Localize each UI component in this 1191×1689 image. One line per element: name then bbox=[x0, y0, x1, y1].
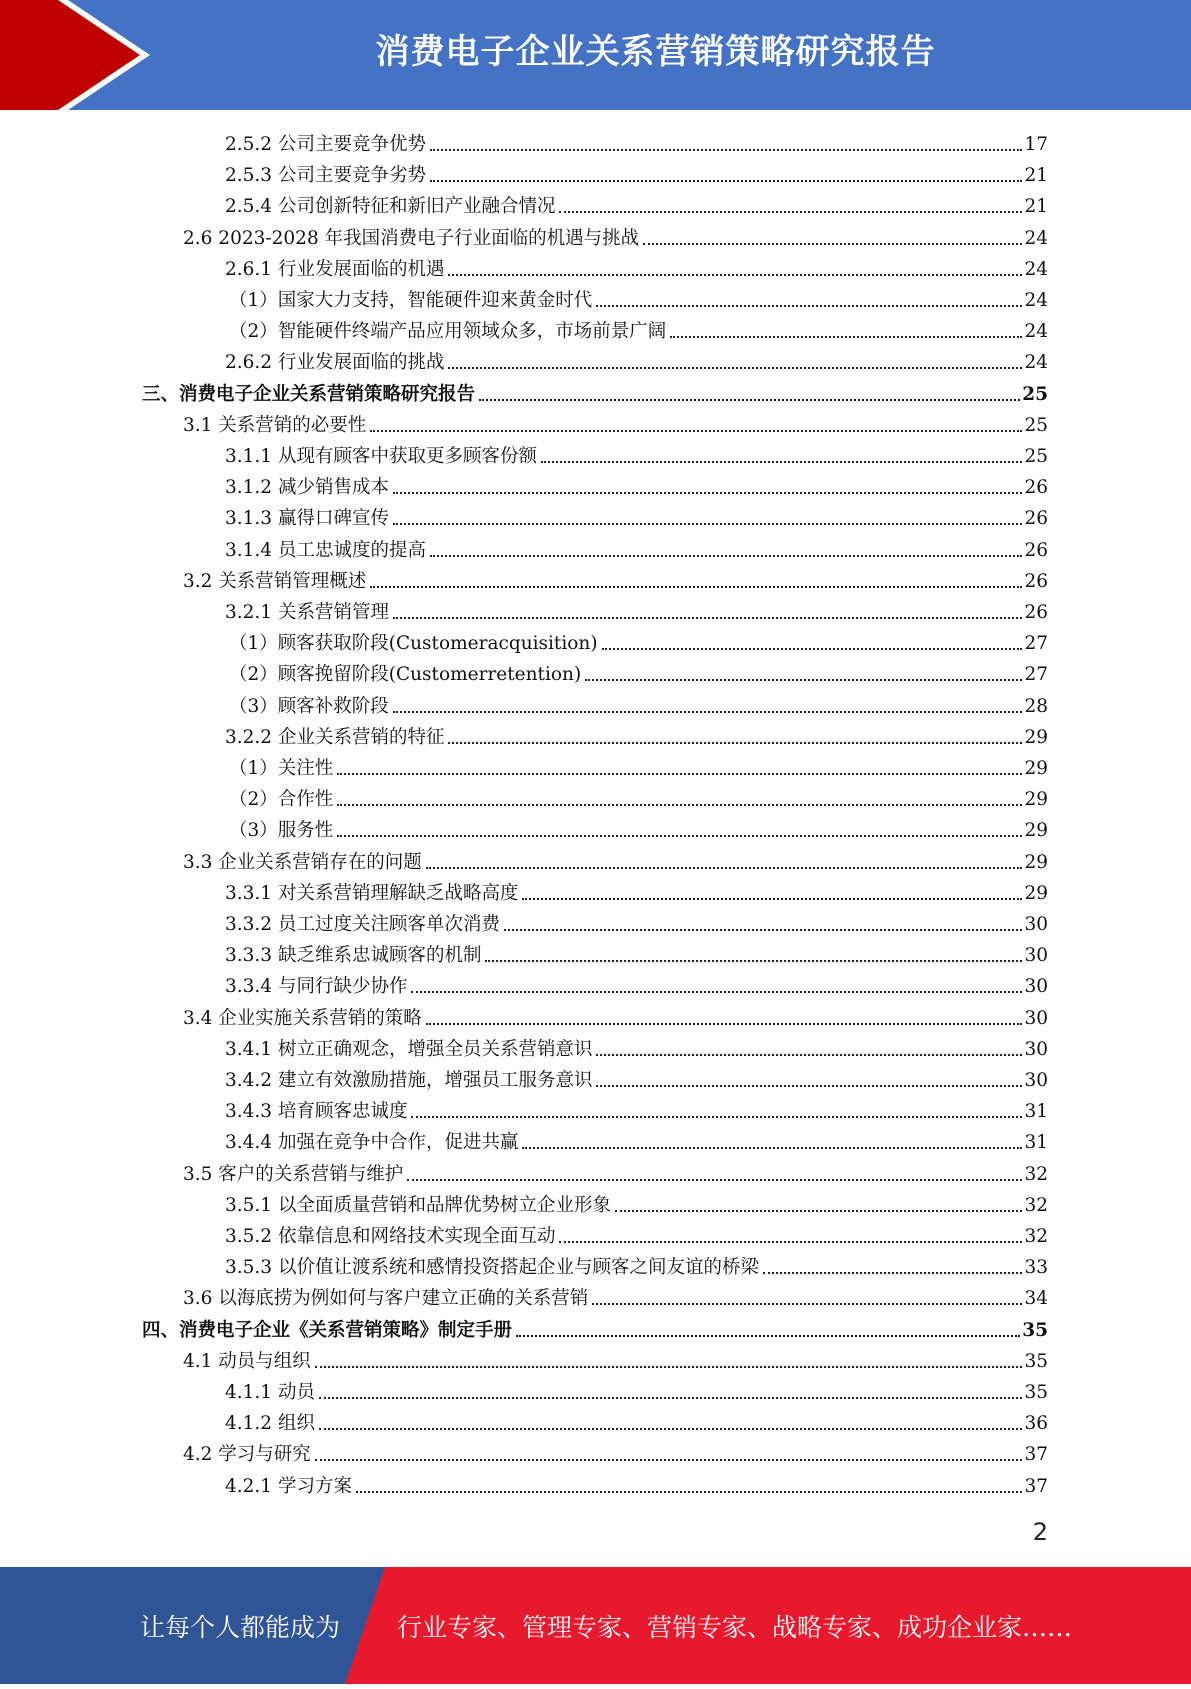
toc-entry-label: 3.2.2 企业关系营销的特征 bbox=[225, 727, 445, 748]
toc-entry-page: 27 bbox=[1024, 664, 1048, 685]
toc-entry-label: 4.1.1 动员 bbox=[225, 1382, 315, 1403]
toc-entry[interactable] bbox=[183, 1280, 1048, 1311]
toc-entry-page: 30 bbox=[1024, 1070, 1048, 1091]
toc-entry-page: 36 bbox=[1024, 1413, 1048, 1434]
dot-leader bbox=[356, 1491, 1023, 1493]
toc-entry-label: 3.3.4 与同行缺少协作 bbox=[225, 976, 408, 997]
dot-leader bbox=[485, 960, 1022, 962]
toc-entry-page: 24 bbox=[1024, 352, 1048, 373]
toc-entry-page: 29 bbox=[1024, 789, 1048, 810]
toc-entry-page: 24 bbox=[1024, 290, 1048, 311]
dot-leader bbox=[643, 243, 1022, 245]
dot-leader bbox=[337, 835, 1022, 837]
toc-entry-page: 32 bbox=[1024, 1226, 1048, 1247]
toc-entry-label: 2.6 2023-2028 年我国消费电子行业面临的机遇与挑战 bbox=[183, 228, 640, 249]
dot-leader bbox=[763, 1272, 1022, 1274]
dot-leader bbox=[430, 180, 1022, 182]
toc-entry-page: 29 bbox=[1024, 758, 1048, 779]
page-number: 2 bbox=[1032, 1518, 1048, 1546]
dot-leader bbox=[370, 430, 1022, 432]
toc-entry[interactable] bbox=[225, 1468, 1048, 1499]
toc-entry-label: 3.5.2 依靠信息和网络技术实现全面互动 bbox=[225, 1226, 556, 1247]
toc-entry-page: 30 bbox=[1024, 976, 1048, 997]
toc-entry[interactable] bbox=[225, 1249, 1048, 1280]
dot-leader bbox=[479, 399, 1020, 401]
page-footer bbox=[0, 1567, 1191, 1684]
dot-leader bbox=[602, 648, 1023, 650]
dot-leader bbox=[448, 367, 1022, 369]
footer-slogan-right: 行业专家、管理专家、营销专家、战略专家、成功企业家…… bbox=[397, 1613, 1073, 1642]
footer-slogan-left: 让每个人都能成为 bbox=[140, 1613, 341, 1642]
toc-entry-label: 3.3.2 员工过度关注顾客单次消费 bbox=[225, 914, 500, 935]
toc-entry-label: （2）合作性 bbox=[229, 789, 334, 810]
dot-leader bbox=[522, 1147, 1022, 1149]
toc-entry[interactable] bbox=[225, 532, 1048, 563]
dot-leader bbox=[504, 929, 1022, 931]
dot-leader bbox=[411, 1116, 1022, 1118]
toc-entry-label: （1）顾客获取阶段(Customeracquisition) bbox=[229, 633, 598, 654]
toc-entry-page: 26 bbox=[1024, 571, 1048, 592]
dot-leader bbox=[541, 461, 1022, 463]
toc-entry[interactable] bbox=[142, 376, 1048, 407]
dot-leader bbox=[430, 555, 1022, 557]
toc-entry-page: 32 bbox=[1024, 1195, 1048, 1216]
toc-entry[interactable] bbox=[225, 906, 1048, 937]
toc-entry[interactable] bbox=[183, 563, 1048, 594]
toc-entry-label: 3.4.2 建立有效激励措施，增强员工服务意识 bbox=[225, 1070, 593, 1091]
toc-entry-label: 3.1.4 员工忠诚度的提高 bbox=[225, 540, 426, 561]
toc-entry-label: 3.3.3 缺乏维系忠诚顾客的机制 bbox=[225, 945, 482, 966]
toc-entry-label: 3.4.1 树立正确观念，增强全员关系营销意识 bbox=[225, 1039, 593, 1060]
toc-entry-page: 29 bbox=[1024, 883, 1048, 904]
toc-entry-label: 3.2.1 关系营销管理 bbox=[225, 602, 389, 623]
toc-entry[interactable] bbox=[229, 282, 1048, 313]
chevron-arrow-icon bbox=[0, 0, 150, 110]
toc-entry-page: 27 bbox=[1024, 633, 1048, 654]
dot-leader bbox=[426, 867, 1023, 869]
toc-entry-page: 35 bbox=[1024, 1351, 1048, 1372]
dot-leader bbox=[522, 898, 1022, 900]
toc-entry-label: 3.2 关系营销管理概述 bbox=[183, 571, 367, 592]
toc-entry[interactable] bbox=[225, 469, 1048, 500]
toc-entry[interactable] bbox=[229, 656, 1048, 687]
toc-entry[interactable] bbox=[225, 438, 1048, 469]
toc-entry-page: 29 bbox=[1024, 727, 1048, 748]
dot-leader bbox=[615, 1210, 1022, 1212]
toc-entry-page: 24 bbox=[1024, 259, 1048, 280]
toc-entry-page: 35 bbox=[1024, 1382, 1048, 1403]
dot-leader bbox=[559, 1241, 1022, 1243]
toc-entry-page: 21 bbox=[1024, 165, 1048, 186]
toc-entry-label: 4.1.2 组织 bbox=[225, 1413, 315, 1434]
toc-entry[interactable] bbox=[225, 968, 1048, 999]
toc-entry[interactable] bbox=[225, 937, 1048, 968]
toc-entry-page: 30 bbox=[1024, 1008, 1048, 1029]
toc-entry[interactable] bbox=[225, 1374, 1048, 1405]
toc-entry[interactable] bbox=[229, 750, 1048, 781]
dot-leader bbox=[393, 711, 1023, 713]
toc-entry-label: 4.2.1 学习方案 bbox=[225, 1476, 352, 1497]
toc-entry-page: 33 bbox=[1024, 1257, 1048, 1278]
toc-entry[interactable] bbox=[229, 688, 1048, 719]
dot-leader bbox=[448, 742, 1022, 744]
dot-leader bbox=[393, 492, 1022, 494]
toc-entry[interactable] bbox=[225, 1187, 1048, 1218]
toc-entry-label: 3.1.3 赢得口碑宣传 bbox=[225, 508, 389, 529]
toc-entry[interactable] bbox=[225, 500, 1048, 531]
toc-entry-label: 3.4 企业实施关系营销的策略 bbox=[183, 1008, 422, 1029]
toc-entry[interactable] bbox=[183, 1156, 1048, 1187]
dot-leader bbox=[337, 773, 1022, 775]
toc-entry-label: 2.6.1 行业发展面临的机遇 bbox=[225, 259, 445, 280]
toc-entry-page: 31 bbox=[1024, 1101, 1048, 1122]
toc-entry-page: 30 bbox=[1024, 914, 1048, 935]
dot-leader bbox=[516, 1335, 1020, 1337]
toc-entry[interactable] bbox=[183, 407, 1048, 438]
dot-leader bbox=[407, 1179, 1022, 1181]
toc-entry-label: 2.6.2 行业发展面临的挑战 bbox=[225, 352, 445, 373]
toc-entry-label: 3.5 客户的关系营销与维护 bbox=[183, 1164, 404, 1185]
toc-entry[interactable] bbox=[225, 594, 1048, 625]
toc-entry[interactable] bbox=[225, 188, 1048, 219]
toc-entry-label: 3.5.1 以全面质量营销和品牌优势树立企业形象 bbox=[225, 1195, 611, 1216]
toc-entry-page: 34 bbox=[1024, 1288, 1048, 1309]
toc-entry-page: 32 bbox=[1024, 1164, 1048, 1185]
toc-entry[interactable] bbox=[183, 1343, 1048, 1374]
toc-entry[interactable] bbox=[183, 220, 1048, 251]
toc-entry-label: 3.1 关系营销的必要性 bbox=[183, 415, 367, 436]
toc-entry[interactable] bbox=[225, 126, 1048, 157]
toc-entry[interactable] bbox=[225, 251, 1048, 282]
toc-entry-label: （3）服务性 bbox=[229, 820, 334, 841]
toc-entry-page: 25 bbox=[1024, 415, 1048, 436]
toc-entry[interactable] bbox=[225, 1124, 1048, 1155]
toc-entry-page: 17 bbox=[1024, 134, 1048, 155]
dot-leader bbox=[430, 149, 1022, 151]
toc-entry-page: 28 bbox=[1024, 696, 1048, 717]
dot-leader bbox=[319, 1397, 1023, 1399]
toc-entry-label: 4.2 学习与研究 bbox=[183, 1444, 311, 1465]
dot-leader bbox=[596, 1054, 1022, 1056]
toc-entry[interactable] bbox=[225, 875, 1048, 906]
toc-entry-page: 26 bbox=[1024, 508, 1048, 529]
toc-entry-label: 4.1 动员与组织 bbox=[183, 1351, 311, 1372]
toc-entry-page: 24 bbox=[1024, 228, 1048, 249]
toc-entry[interactable] bbox=[225, 157, 1048, 188]
toc-entry[interactable] bbox=[229, 812, 1048, 843]
toc-entry-label: （3）顾客补救阶段 bbox=[229, 696, 389, 717]
dot-leader bbox=[393, 523, 1022, 525]
dot-leader bbox=[559, 211, 1022, 213]
dot-leader bbox=[315, 1459, 1023, 1461]
toc-entry[interactable] bbox=[225, 1405, 1048, 1436]
toc-entry-label: 3.6 以海底捞为例如何与客户建立正确的关系营销 bbox=[183, 1288, 589, 1309]
toc-entry[interactable] bbox=[183, 1000, 1048, 1031]
toc-entry-label: （2）智能硬件终端产品应用领域众多，市场前景广阔 bbox=[229, 321, 667, 342]
toc-entry-page: 37 bbox=[1024, 1444, 1048, 1465]
toc-entry[interactable] bbox=[225, 1093, 1048, 1124]
dot-leader bbox=[592, 1303, 1022, 1305]
document-title: 消费电子企业关系营销策略研究报告 bbox=[375, 32, 936, 72]
dot-leader bbox=[315, 1366, 1023, 1368]
toc-entry-page: 29 bbox=[1024, 852, 1048, 873]
toc-entry[interactable] bbox=[225, 719, 1048, 750]
toc-entry[interactable] bbox=[225, 1062, 1048, 1093]
toc-entry-page: 30 bbox=[1024, 1039, 1048, 1060]
dot-leader bbox=[426, 1023, 1023, 1025]
toc-entry-page: 24 bbox=[1024, 321, 1048, 342]
toc-entry-page: 29 bbox=[1024, 820, 1048, 841]
dot-leader bbox=[411, 991, 1022, 993]
toc-entry[interactable] bbox=[225, 1031, 1048, 1062]
dot-leader bbox=[596, 1085, 1022, 1087]
toc-entry-page: 25 bbox=[1022, 384, 1048, 405]
toc-entry-page: 26 bbox=[1024, 540, 1048, 561]
toc-entry-page: 26 bbox=[1024, 602, 1048, 623]
toc-entry-label: （2）顾客挽留阶段(Customerretention) bbox=[229, 664, 582, 685]
dot-leader bbox=[393, 617, 1022, 619]
toc-entry-label: 3.4.3 培育顾客忠诚度 bbox=[225, 1101, 408, 1122]
dot-leader bbox=[319, 1428, 1023, 1430]
toc-entry-label: 3.1.1 从现有顾客中获取更多顾客份额 bbox=[225, 446, 537, 467]
toc-entry-page: 35 bbox=[1022, 1320, 1048, 1341]
toc-entry-label: 四、消费电子企业《关系营销策略》制定手册 bbox=[142, 1320, 513, 1341]
toc-entry[interactable] bbox=[225, 344, 1048, 375]
toc-entry-label: 3.3.1 对关系营销理解缺乏战略高度 bbox=[225, 883, 519, 904]
toc-entry-label: 3.1.2 减少销售成本 bbox=[225, 477, 389, 498]
toc-entry[interactable] bbox=[183, 844, 1048, 875]
toc-entry-label: （1）国家大力支持，智能硬件迎来黄金时代 bbox=[229, 290, 593, 311]
toc-entry[interactable] bbox=[142, 1312, 1048, 1343]
toc-entry-page: 37 bbox=[1024, 1476, 1048, 1497]
toc-entry-label: 2.5.4 公司创新特征和新旧产业融合情况 bbox=[225, 196, 556, 217]
toc-entry[interactable] bbox=[225, 1218, 1048, 1249]
page-header bbox=[0, 0, 1191, 110]
dot-leader bbox=[337, 804, 1022, 806]
toc-entry-label: 三、消费电子企业关系营销策略研究报告 bbox=[142, 384, 476, 405]
toc-entry-label: 2.5.2 公司主要竞争优势 bbox=[225, 134, 426, 155]
toc-entry-page: 25 bbox=[1024, 446, 1048, 467]
toc-entry[interactable] bbox=[183, 1436, 1048, 1467]
toc-entry-label: 3.4.4 加强在竞争中合作，促进共赢 bbox=[225, 1132, 519, 1153]
toc-entry-page: 30 bbox=[1024, 945, 1048, 966]
toc-entry-label: 2.5.3 公司主要竞争劣势 bbox=[225, 165, 426, 186]
toc-entry[interactable] bbox=[229, 625, 1048, 656]
toc-entry-page: 31 bbox=[1024, 1132, 1048, 1153]
dot-leader bbox=[585, 679, 1022, 681]
toc-entry[interactable] bbox=[229, 781, 1048, 812]
dot-leader bbox=[596, 305, 1022, 307]
dot-leader bbox=[448, 274, 1022, 276]
toc-entry-label: 3.3 企业关系营销存在的问题 bbox=[183, 852, 422, 873]
dot-leader bbox=[370, 586, 1022, 588]
dot-leader bbox=[670, 336, 1022, 338]
toc-entry-page: 21 bbox=[1024, 196, 1048, 217]
toc-entry[interactable] bbox=[229, 313, 1048, 344]
toc-entry-label: 3.5.3 以价值让渡系统和感情投资搭起企业与顾客之间友谊的桥梁 bbox=[225, 1257, 759, 1278]
toc-entry-page: 26 bbox=[1024, 477, 1048, 498]
toc-entry-label: （1）关注性 bbox=[229, 758, 334, 779]
